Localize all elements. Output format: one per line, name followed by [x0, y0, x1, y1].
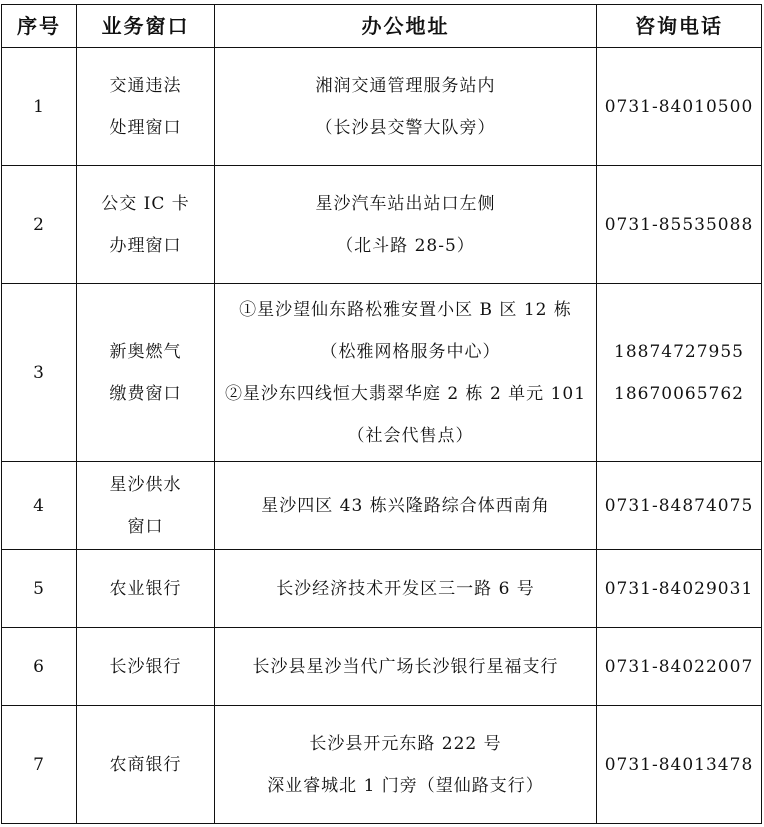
row-address: [215, 462, 597, 550]
row-window: [77, 628, 215, 706]
address-line: （长沙县交警大队旁）: [315, 117, 496, 138]
phone-number: 18670065762: [614, 383, 744, 404]
window-line: 处理窗口: [109, 117, 182, 138]
window-line: 窗口: [127, 516, 164, 537]
row-no: 1: [2, 48, 77, 166]
header-address: 办公地址: [215, 5, 597, 48]
row-phone: [597, 462, 762, 550]
address-line: （社会代售点）: [347, 425, 474, 446]
row-no: 3: [2, 284, 77, 462]
window-line: 农商银行: [109, 754, 182, 775]
row-phone: [597, 48, 762, 166]
address-line: 星沙汽车站出站口左侧: [315, 193, 496, 214]
header-phone: 咨询电话: [597, 5, 762, 48]
row-address: [215, 48, 597, 166]
table-row: [2, 166, 762, 284]
row-address: [215, 628, 597, 706]
row-no: 2: [2, 166, 77, 284]
phone-number: 0731-85535088: [604, 214, 754, 235]
row-address: [215, 166, 597, 284]
row-window: [77, 166, 215, 284]
address-line: （北斗路 28-5）: [336, 235, 475, 256]
row-window: [77, 284, 215, 462]
address-line: ①星沙望仙东路松雅安置小区 B 区 12 栋: [239, 299, 572, 320]
table-row: [2, 550, 762, 628]
window-line: 新奥燃气: [109, 341, 182, 362]
window-line: 长沙银行: [109, 656, 182, 677]
header-no: 序号: [2, 5, 77, 48]
table-row: [2, 284, 762, 462]
row-address: [215, 284, 597, 462]
row-window: [77, 550, 215, 628]
address-line: 湘润交通管理服务站内: [315, 75, 496, 96]
phone-number: 18874727955: [614, 341, 744, 362]
address-line: 长沙经济技术开发区三一路 6 号: [276, 578, 535, 599]
table-row: [2, 48, 762, 166]
window-line: 农业银行: [109, 578, 182, 599]
row-no: 5: [2, 550, 77, 628]
address-line: 星沙四区 43 栋兴隆路综合体西南角: [261, 495, 550, 516]
row-window: [77, 48, 215, 166]
row-address: [215, 550, 597, 628]
row-phone: [597, 284, 762, 462]
address-line: 长沙县星沙当代广场长沙银行星福支行: [252, 656, 559, 677]
row-phone: [597, 628, 762, 706]
row-no: 4: [2, 462, 77, 550]
address-line: （松雅网格服务中心）: [320, 341, 501, 362]
header-window: 业务窗口: [77, 5, 215, 48]
address-line: 长沙县开元东路 222 号: [309, 733, 502, 754]
row-no: 6: [2, 628, 77, 706]
phone-number: 0731-84010500: [604, 96, 754, 117]
row-phone: [597, 706, 762, 824]
row-phone: [597, 166, 762, 284]
row-phone: [597, 550, 762, 628]
window-line: 交通违法: [109, 75, 182, 96]
address-line: ②星沙东四线恒大翡翠华庭 2 栋 2 单元 101: [224, 383, 587, 404]
phone-number: 0731-84022007: [604, 656, 754, 677]
row-window: [77, 706, 215, 824]
phone-number: 0731-84874075: [604, 495, 754, 516]
window-line: 缴费窗口: [109, 383, 182, 404]
window-line: 办理窗口: [109, 235, 182, 256]
service-window-table: [1, 4, 762, 824]
phone-number: 0731-84013478: [604, 754, 754, 775]
window-line: 星沙供水: [109, 474, 182, 495]
phone-number: 0731-84029031: [604, 578, 754, 599]
address-line: 深业睿城北 1 门旁（望仙路支行）: [267, 775, 544, 796]
row-window: [77, 462, 215, 550]
table-row: [2, 706, 762, 824]
row-no: 7: [2, 706, 77, 824]
table-row: [2, 628, 762, 706]
window-line: 公交 IC 卡: [101, 193, 190, 214]
row-address: [215, 706, 597, 824]
table-row: [2, 462, 762, 550]
table-header-row: [2, 5, 762, 48]
